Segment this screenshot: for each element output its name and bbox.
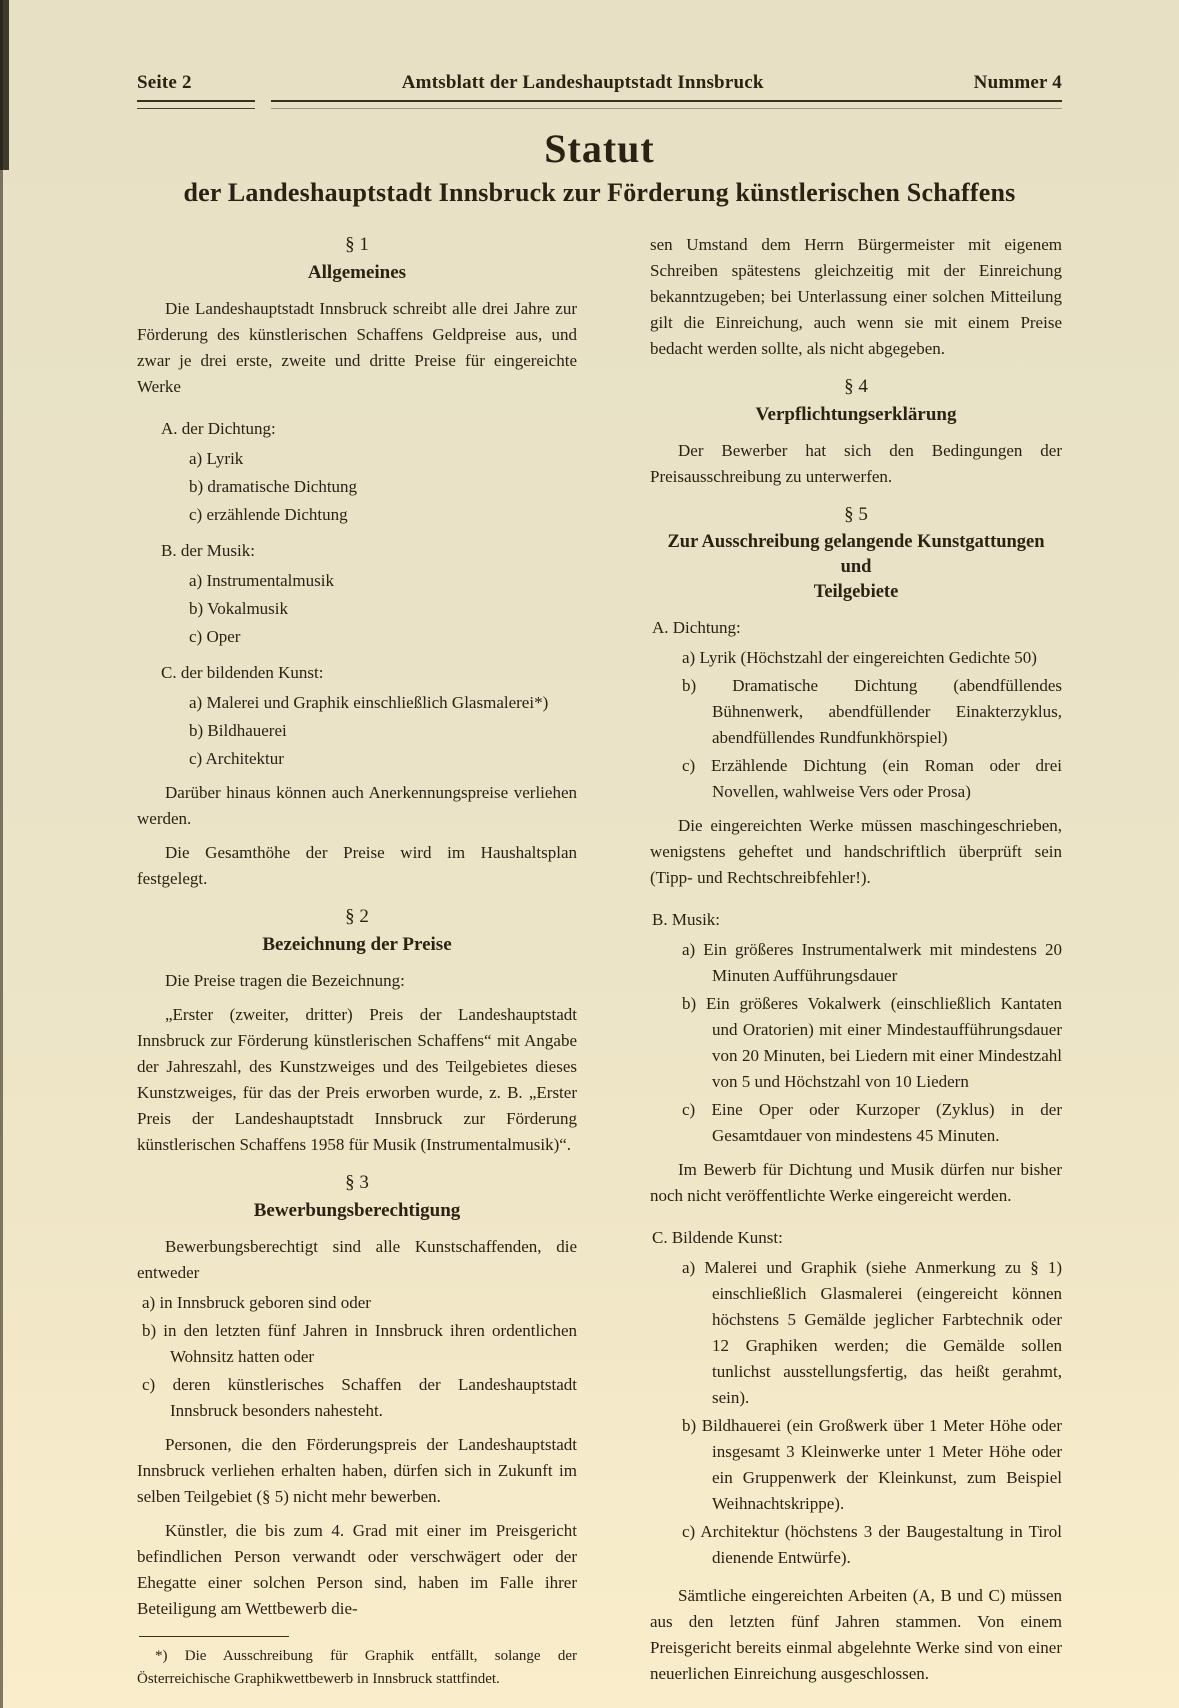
list-item: b) Bildhauerei [189,721,287,740]
paragraph: Darüber hinaus können auch Anerkennungspreise verliehen werden. [137,783,577,828]
header-rule [137,100,1062,109]
list-item: a) Malerei und Graphik (siehe Anmerkung zu § 1) einschließlich Glasmalerei (eingereicht können höchstens 5 Gemälde jeglicher Farbtechnik oder 12 Graphiken werden; die Gemälde sollen tunlichst ausstellungsfertig, das heißt gerahmt, sein). [682,1258,1062,1407]
paragraph: Die eingereichten Werke müssen maschingeschrieben, wenigstens geheftet und handschriftlich überprüft sein (Tipp- und Rechtschreibfehler!). [650,816,1062,887]
list-item: b) in den letzten fünf Jahren in Innsbruck ihren ordentlichen Wohnsitz hatten oder [142,1321,577,1366]
list-item: c) Oper [189,627,241,646]
page-content [137,72,1062,1695]
list-item: a) Ein größeres Instrumentalwerk mit mindestens 20 Minuten Aufführungsdauer [682,940,1062,985]
paragraph: Die Preise tragen die Bezeichnung: [165,971,405,990]
category-c-bildende-kunst: C. Bildende Kunst: [652,1228,783,1247]
list-item: c) Architektur [189,749,284,768]
category-b-musik: B. der Musik: [161,541,255,560]
list-item: a) Lyrik (Höchstzahl der eingereichten Gedichte 50) [682,648,1037,667]
list-item: b) Ein größeres Vokalwerk (einschließlich Kantaten und Oratorien) mit einer Mindestaufführungsdauer von 20 Minuten, bei Liedern mit einer Mindestzahl von 5 und Höchstzahl von 10 Liedern [682,994,1062,1091]
two-column-body [137,232,1062,1695]
column-left [137,232,577,1691]
statute-title: Statut [544,126,655,171]
category-c-bildende-kunst: C. der bildenden Kunst: [161,663,324,682]
paragraph: Bewerbungsberechtigt sind alle Kunstschaffenden, die entweder [137,1237,577,1282]
list-item: c) erzählende Dichtung [189,505,348,524]
section-3-title: Bewerbungsberechtigung [253,1200,461,1221]
header-rule-left-segment [137,100,255,109]
list-item: a) Lyrik [189,449,244,468]
category-b-musik: B. Musik: [652,910,721,929]
paragraph: Die Landeshauptstadt Innsbruck schreibt alle drei Jahre zur Förderung des künstlerischen Schaffens Geldpreise aus, und zwar je drei erste, zweite und dritte Preise für eingereichte Werke [137,299,577,396]
section-1-title: Allgemeines [307,262,407,283]
section-5-number: § 5 [844,504,868,525]
section-1-number: § 1 [345,234,369,255]
section-3-number: § 3 [345,1172,369,1193]
footnote: *) Die Ausschreibung für Graphik entfällt, solange der Österreichische Graphikwettbewerb in Innsbruck stattfindet. [137,1648,577,1687]
list-item: c) Eine Oper oder Kurzoper (Zyklus) in der Gesamtdauer von mindestens 45 Minuten. [682,1100,1062,1145]
section-5-title-line1: Zur Ausschreibung gelangende Kunstgattungen und [667,532,1045,577]
list-item: b) Dramatische Dichtung (abendfüllendes Bühnenwerk, abendfüllender Einakterzyklus, abendfüllendes Rundfunkhörspiel) [682,676,1062,747]
list-item: c) Erzählende Dichtung (ein Roman oder drei Novellen, wahlweise Vers oder Prosa) [682,756,1062,801]
section-2-number: § 2 [345,906,369,927]
list-item: c) deren künstlerisches Schaffen der Landeshauptstadt Innsbruck besonders nahesteht. [142,1375,577,1420]
running-header [137,72,1062,94]
header-rule-main-segment [271,100,1062,109]
category-a-dichtung: A. Dichtung: [652,618,741,637]
section-2-title: Bezeichnung der Preise [262,934,452,955]
column-right [650,232,1062,1695]
list-item: a) in Innsbruck geboren sind oder [142,1293,371,1312]
page-number: Seite 2 [137,72,192,93]
section-4-title: Verpflichtungserklärung [755,404,957,425]
paragraph: Sämtliche eingereichten Arbeiten (A, B und C) müssen aus den letzten fünf Jahren stammen. Von einem Preisgericht bereits einmal abgelehnte Werke sind von einer neuerlichen Einreichung ausgeschlossen. [650,1586,1062,1683]
list-item: b) Vokalmusik [189,599,289,618]
paragraph: Der Bewerber hat sich den Bedingungen der Preisausschreibung zu unterwerfen. [650,441,1062,486]
statute-subtitle: der Landeshauptstadt Innsbruck zur Förderung künstlerischen Schaffens [183,178,1016,207]
section-4-number: § 4 [844,376,868,397]
category-a-dichtung: A. der Dichtung: [161,419,276,438]
list-item: b) Bildhauerei (ein Großwerk über 1 Meter Höhe oder insgesamt 3 Kleinwerke unter 1 Meter Höhe oder ein Gruppenwerk der Kleinkunst, zum Beispiel Weihnachtskrippe). [682,1416,1062,1513]
paragraph: Personen, die den Förderungspreis der Landeshauptstadt Innsbruck verliehen erhalten haben, dürfen sich in Zukunft im selben Teilgebiet (§ 5) nicht mehr bewerben. [137,1435,577,1506]
paragraph: „Erster (zweiter, dritter) Preis der Landeshauptstadt Innsbruck zur Förderung künstlerischen Schaffens“ mit Angabe der Jahreszahl, des Kunstzweiges und des Teilgebietes dieses Kunstzweiges, für das der Preis erworben wurde, z. B. „Erster Preis der Landeshauptstadt Innsbruck zur Förderung künstlerischen Schaffens 1958 für Musik (Instrumentalmusik)“. [137,1005,577,1154]
paragraph: Die Gesamthöhe der Preise wird im Haushaltsplan festgelegt. [137,843,577,888]
list-item: a) Instrumentalmusik [189,571,334,590]
list-item: c) Architektur (höchstens 3 der Baugestaltung in Tirol dienende Entwürfe). [682,1522,1062,1567]
list-item: b) dramatische Dichtung [189,477,358,496]
section-5-title-line2: Teilgebiete [813,582,899,602]
list-item: a) Malerei und Graphik einschließlich Glasmalerei*) [189,693,549,712]
journal-title: Amtsblatt der Landeshauptstadt Innsbruck [401,72,764,93]
paragraph: Künstler, die bis zum 4. Grad mit einer im Preisgericht befindlichen Person verwandt oder verschwägert oder der Ehegatte einer solchen Person sind, haben im Falle ihrer Beteiligung am Wettbewerb die- [137,1521,577,1618]
issue-number: Nummer 4 [973,72,1062,93]
footnote-rule [139,1636,289,1637]
scan-edge-artifact [0,0,3,1708]
paragraph-continuation: sen Umstand dem Herrn Bürgermeister mit eigenem Schreiben spätestens gleichzeitig mit der Einreichung bekanntzugeben; bei Unterlassung einer solchen Mitteilung gilt die Einreichung, auch wenn sie mit einem Preise bedacht werden sollte, als nicht abgegeben. [650,235,1062,358]
paragraph: Im Bewerb für Dichtung und Musik dürfen nur bisher noch nicht veröffentlichte Werke eingereicht werden. [650,1160,1062,1205]
